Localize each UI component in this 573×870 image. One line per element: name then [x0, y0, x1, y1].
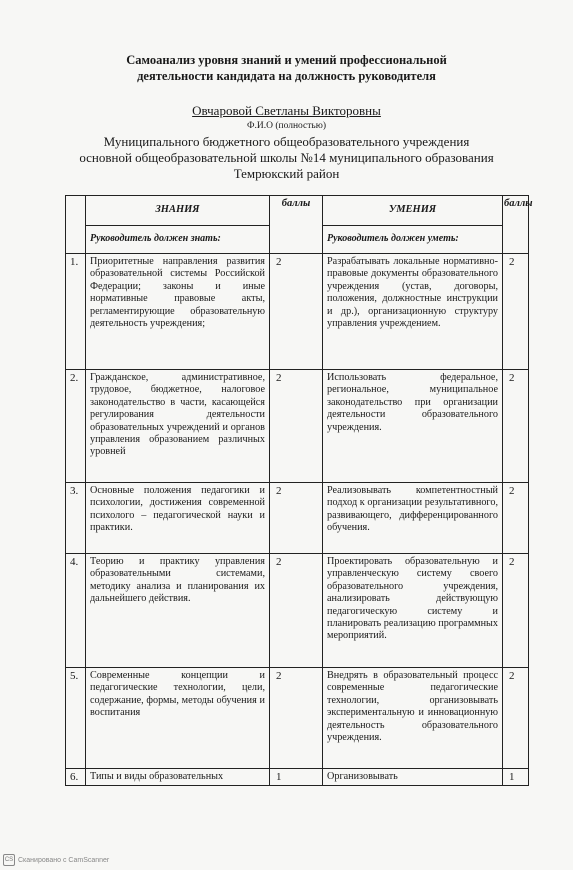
knowledge-score: 2	[270, 254, 323, 370]
skills-subheader: Руководитель должен уметь:	[323, 226, 503, 254]
row-number: 1.	[66, 254, 86, 370]
number-column-header	[66, 196, 86, 254]
scanner-watermark	[3, 854, 109, 866]
org-line-2: основной общеобразовательной школы №14 муниципального образования	[79, 150, 494, 165]
skill-cell: Разрабатывать локальные нормативно-правовые документы образовательного учреждения (устав, договоры, положения, должностные инструкции и др.), организационную структуру управления учреждением.	[323, 254, 503, 370]
row-number: 3.	[66, 483, 86, 554]
table-row	[66, 554, 529, 668]
knowledge-cell: Приоритетные направления развития образовательной системы Российской Федерации; законы и иные нормативные правовые акты, регламентирующие образовательную деятельность учреждения;	[86, 254, 270, 370]
document-title-line-2: деятельности кандидата на должность руководителя	[137, 69, 436, 83]
skill-score: 2	[503, 254, 529, 370]
row-number: 4.	[66, 554, 86, 668]
table-row	[66, 769, 529, 786]
knowledge-cell: Современные концепции и педагогические технологии, цели, содержание, формы, методы обучения и воспитания	[86, 668, 270, 769]
table-row	[66, 370, 529, 483]
table-row	[66, 254, 529, 370]
knowledge-score: 2	[270, 554, 323, 668]
row-number: 2.	[66, 370, 86, 483]
knowledge-score: 2	[270, 668, 323, 769]
table-header-row	[66, 196, 529, 226]
skill-score: 2	[503, 668, 529, 769]
knowledge-cell: Типы и виды образовательных	[86, 769, 270, 786]
knowledge-score: 2	[270, 370, 323, 483]
org-line-1: Муниципального бюджетного общеобразовательного учреждения	[103, 134, 470, 149]
skill-score: 1	[503, 769, 529, 786]
knowledge-cell: Гражданское, административное, трудовое, бюджетное, налоговое законодательство в части, касающейся регулирования деятельности образовательных учреждений и органов управления образованием различных уровней	[86, 370, 270, 483]
candidate-name: Овчаровой Светланы Викторовны	[192, 103, 381, 118]
knowledge-column-header: ЗНАНИЯ	[86, 196, 270, 226]
skill-score: 2	[503, 370, 529, 483]
skill-cell: Внедрять в образовательный процесс современные педагогические технологии, организовывать экспериментальную и инновационную деятельность образовательного учреждения.	[323, 668, 503, 769]
skill-cell: Организовывать	[323, 769, 503, 786]
score-column-header-1: баллы	[270, 196, 323, 254]
row-number: 6.	[66, 769, 86, 786]
skills-column-header: УМЕНИЯ	[323, 196, 503, 226]
row-number: 5.	[66, 668, 86, 769]
knowledge-subheader: Руководитель должен знать:	[86, 226, 270, 254]
score-column-header-2: баллы	[503, 196, 529, 254]
table-row	[66, 483, 529, 554]
skill-cell: Реализовывать компетентностный подход к организации результативного, развивающего, дифференцированного обучения.	[323, 483, 503, 554]
name-caption: Ф.И.О (полностью)	[247, 121, 326, 131]
org-line-3: Темрюкский район	[233, 166, 340, 181]
knowledge-cell: Теорию и практику управления образовательными системами, методику анализа и планирования их дальнейшего действия.	[86, 554, 270, 668]
skill-score: 2	[503, 554, 529, 668]
skill-cell: Проектировать образовательную и управленческую систему своего образовательного учреждения, анализировать действующую педагогическую систему и планировать реализацию программных мероприятий.	[323, 554, 503, 668]
document-title-line-1: Самоанализ уровня знаний и умений профессиональной	[126, 53, 447, 67]
skill-score: 2	[503, 483, 529, 554]
table-row	[66, 668, 529, 769]
self-assessment-table	[65, 195, 533, 786]
knowledge-score: 2	[270, 483, 323, 554]
knowledge-cell: Основные положения педагогики и психологии, достижения современной психолого – педагогической науки и практики.	[86, 483, 270, 554]
camscanner-logo-icon: CS	[3, 854, 15, 866]
knowledge-score: 1	[270, 769, 323, 786]
skill-cell: Использовать федеральное, региональное, муниципальное законодательство при организации деятельности образовательного учреждения.	[323, 370, 503, 483]
scanner-text: Сканировано с CamScanner	[18, 856, 110, 864]
